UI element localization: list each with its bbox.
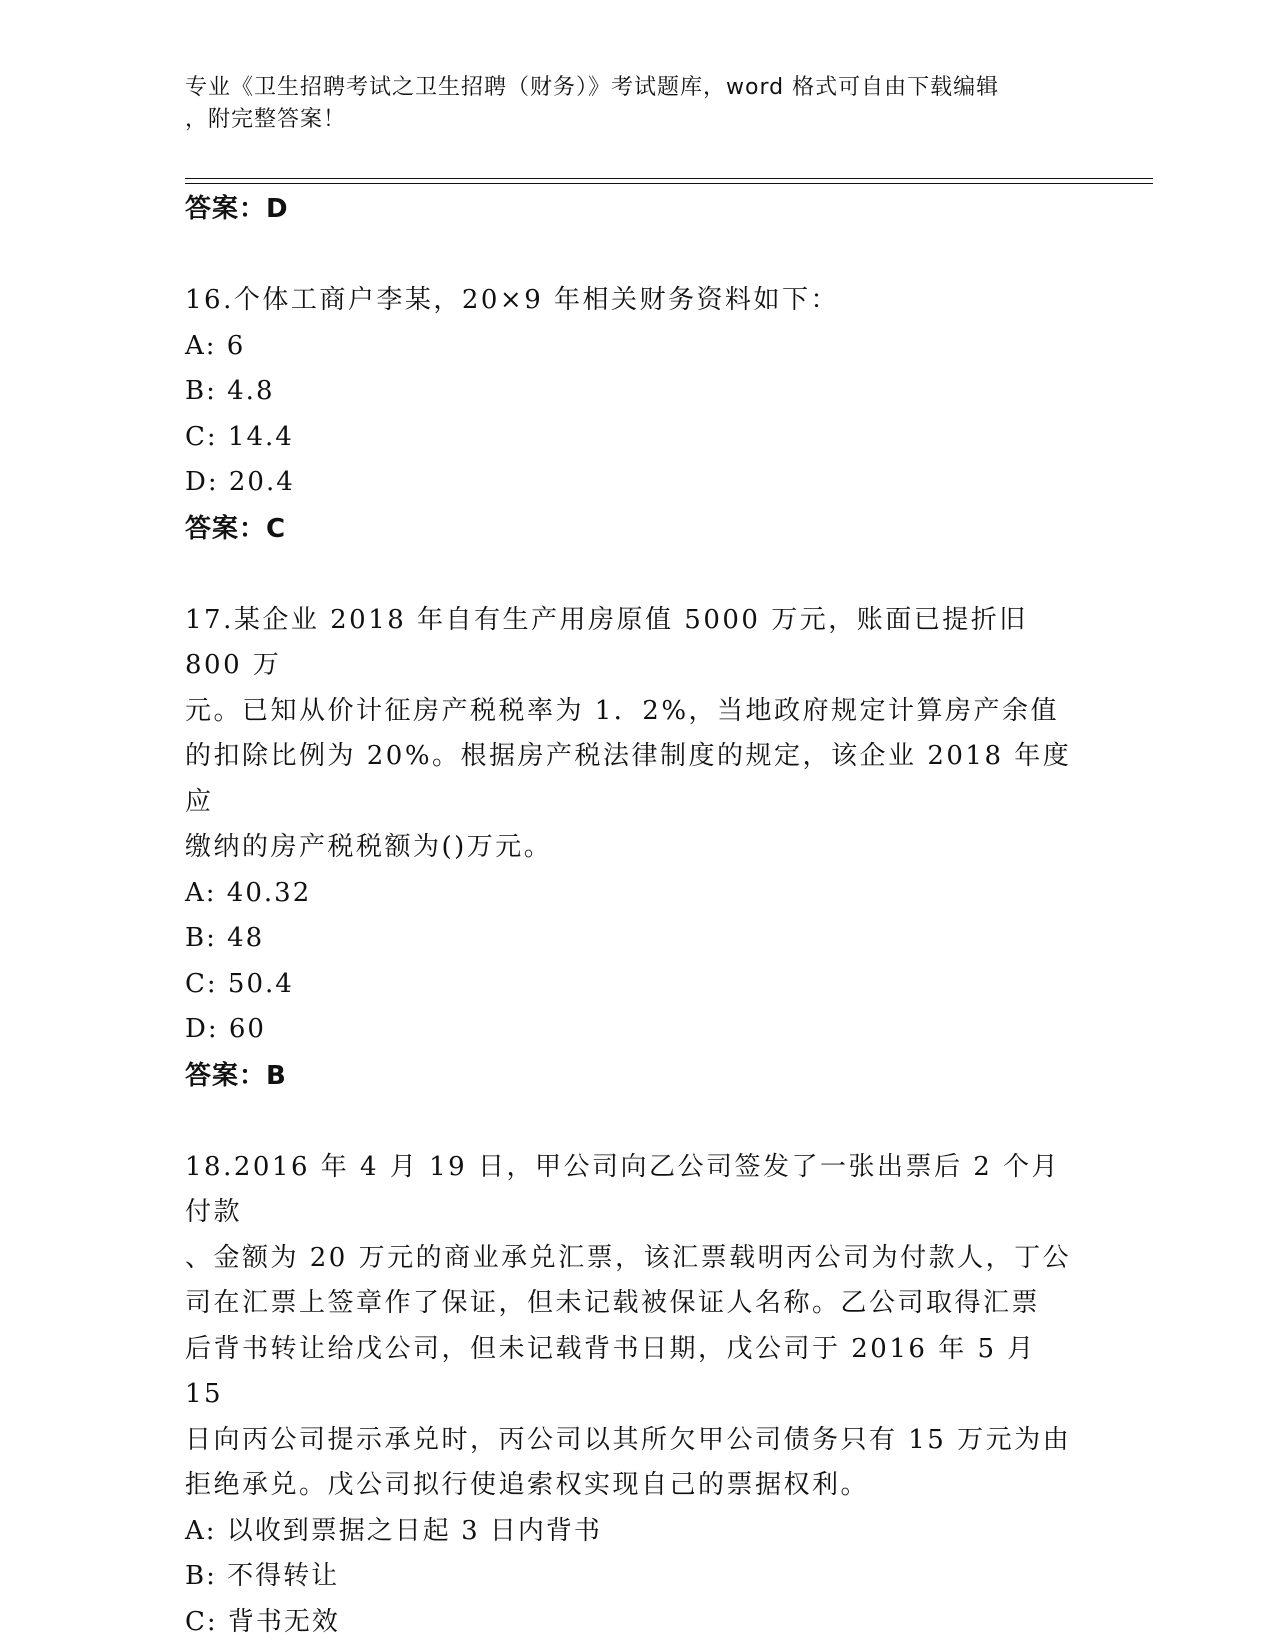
previous-answer: 答案：D <box>185 194 289 224</box>
question-17-option-d: D: 60 <box>185 1014 266 1044</box>
question-17-option-c: C: 50.4 <box>185 968 294 999</box>
question-17-option-b: B: 48 <box>185 923 265 953</box>
question-17-answer: 答案：B <box>185 1060 287 1091</box>
question-18-line-5: 日向丙公司提示承兑时，丙公司以其所欠甲公司债务只有 15 万元为由 <box>185 1424 1072 1455</box>
question-18-line-4: 后背书转让给戊公司，但未记载背书日期，戊公司于 2016 年 5 月 15 <box>185 1333 1036 1409</box>
header-line-1: 专业《卫生招聘考试之卫生招聘（财务）》考试题库，word 格式可自由下载编辑 <box>185 75 1000 100</box>
question-16-answer: 答案：C <box>185 513 287 544</box>
header-rule-top <box>185 178 1153 179</box>
question-18-option-c: C: 背书无效 <box>185 1606 340 1637</box>
question-18-line-1: 18.2016 年 4 月 19 日，甲公司向乙公司签发了一张出票后 2 个月付款 <box>185 1151 1061 1227</box>
question-18-option-b: B: 不得转让 <box>185 1561 340 1591</box>
question-16-option-b: B: 4.8 <box>185 376 275 406</box>
document-body <box>185 186 1075 1645</box>
question-18 <box>185 1145 1075 1646</box>
question-17-line-1: 17.某企业 2018 年自有生产用房原值 5000 万元，账面已提折旧 800 万 <box>185 604 1028 680</box>
question-17-option-a: A: 40.32 <box>185 877 312 908</box>
spacer <box>185 232 1075 278</box>
spacer <box>185 1099 1075 1145</box>
question-18-line-3: 司在汇票上签章作了保证，但未记载被保证人名称。乙公司取得汇票 <box>185 1288 1041 1318</box>
question-18-line-6: 拒绝承兑。戊公司拟行使追索权实现自己的票据权利。 <box>185 1470 870 1500</box>
spacer <box>185 552 1075 598</box>
header-rule-bottom <box>185 183 1153 184</box>
header-line-2: ，附完整答案！ <box>185 107 347 132</box>
question-16 <box>185 278 1075 552</box>
question-18-option-a: A: 以收到票据之日起 3 日内背书 <box>185 1515 602 1546</box>
question-16-option-a: A: 6 <box>185 330 246 361</box>
question-17-line-3: 的扣除比例为 20%。根据房产税法律制度的规定，该企业 2018 年度应 <box>185 741 1072 817</box>
question-16-option-d: D: 20.4 <box>185 467 295 497</box>
question-17-line-4: 缴纳的房产税税额为()万元。 <box>185 832 553 862</box>
question-17 <box>185 598 1075 1099</box>
question-16-option-c: C: 14.4 <box>185 421 294 452</box>
question-17-line-2: 元。已知从价计征房产税税率为 1．2%，当地政府规定计算房产余值 <box>185 695 1060 726</box>
question-16-text: 16.个体工商户李某，20×9 年相关财务资料如下： <box>185 285 840 315</box>
question-18-line-2: 、金额为 20 万元的商业承兑汇票，该汇票载明丙公司为付款人，丁公 <box>185 1242 1072 1273</box>
document-header <box>185 72 1065 136</box>
